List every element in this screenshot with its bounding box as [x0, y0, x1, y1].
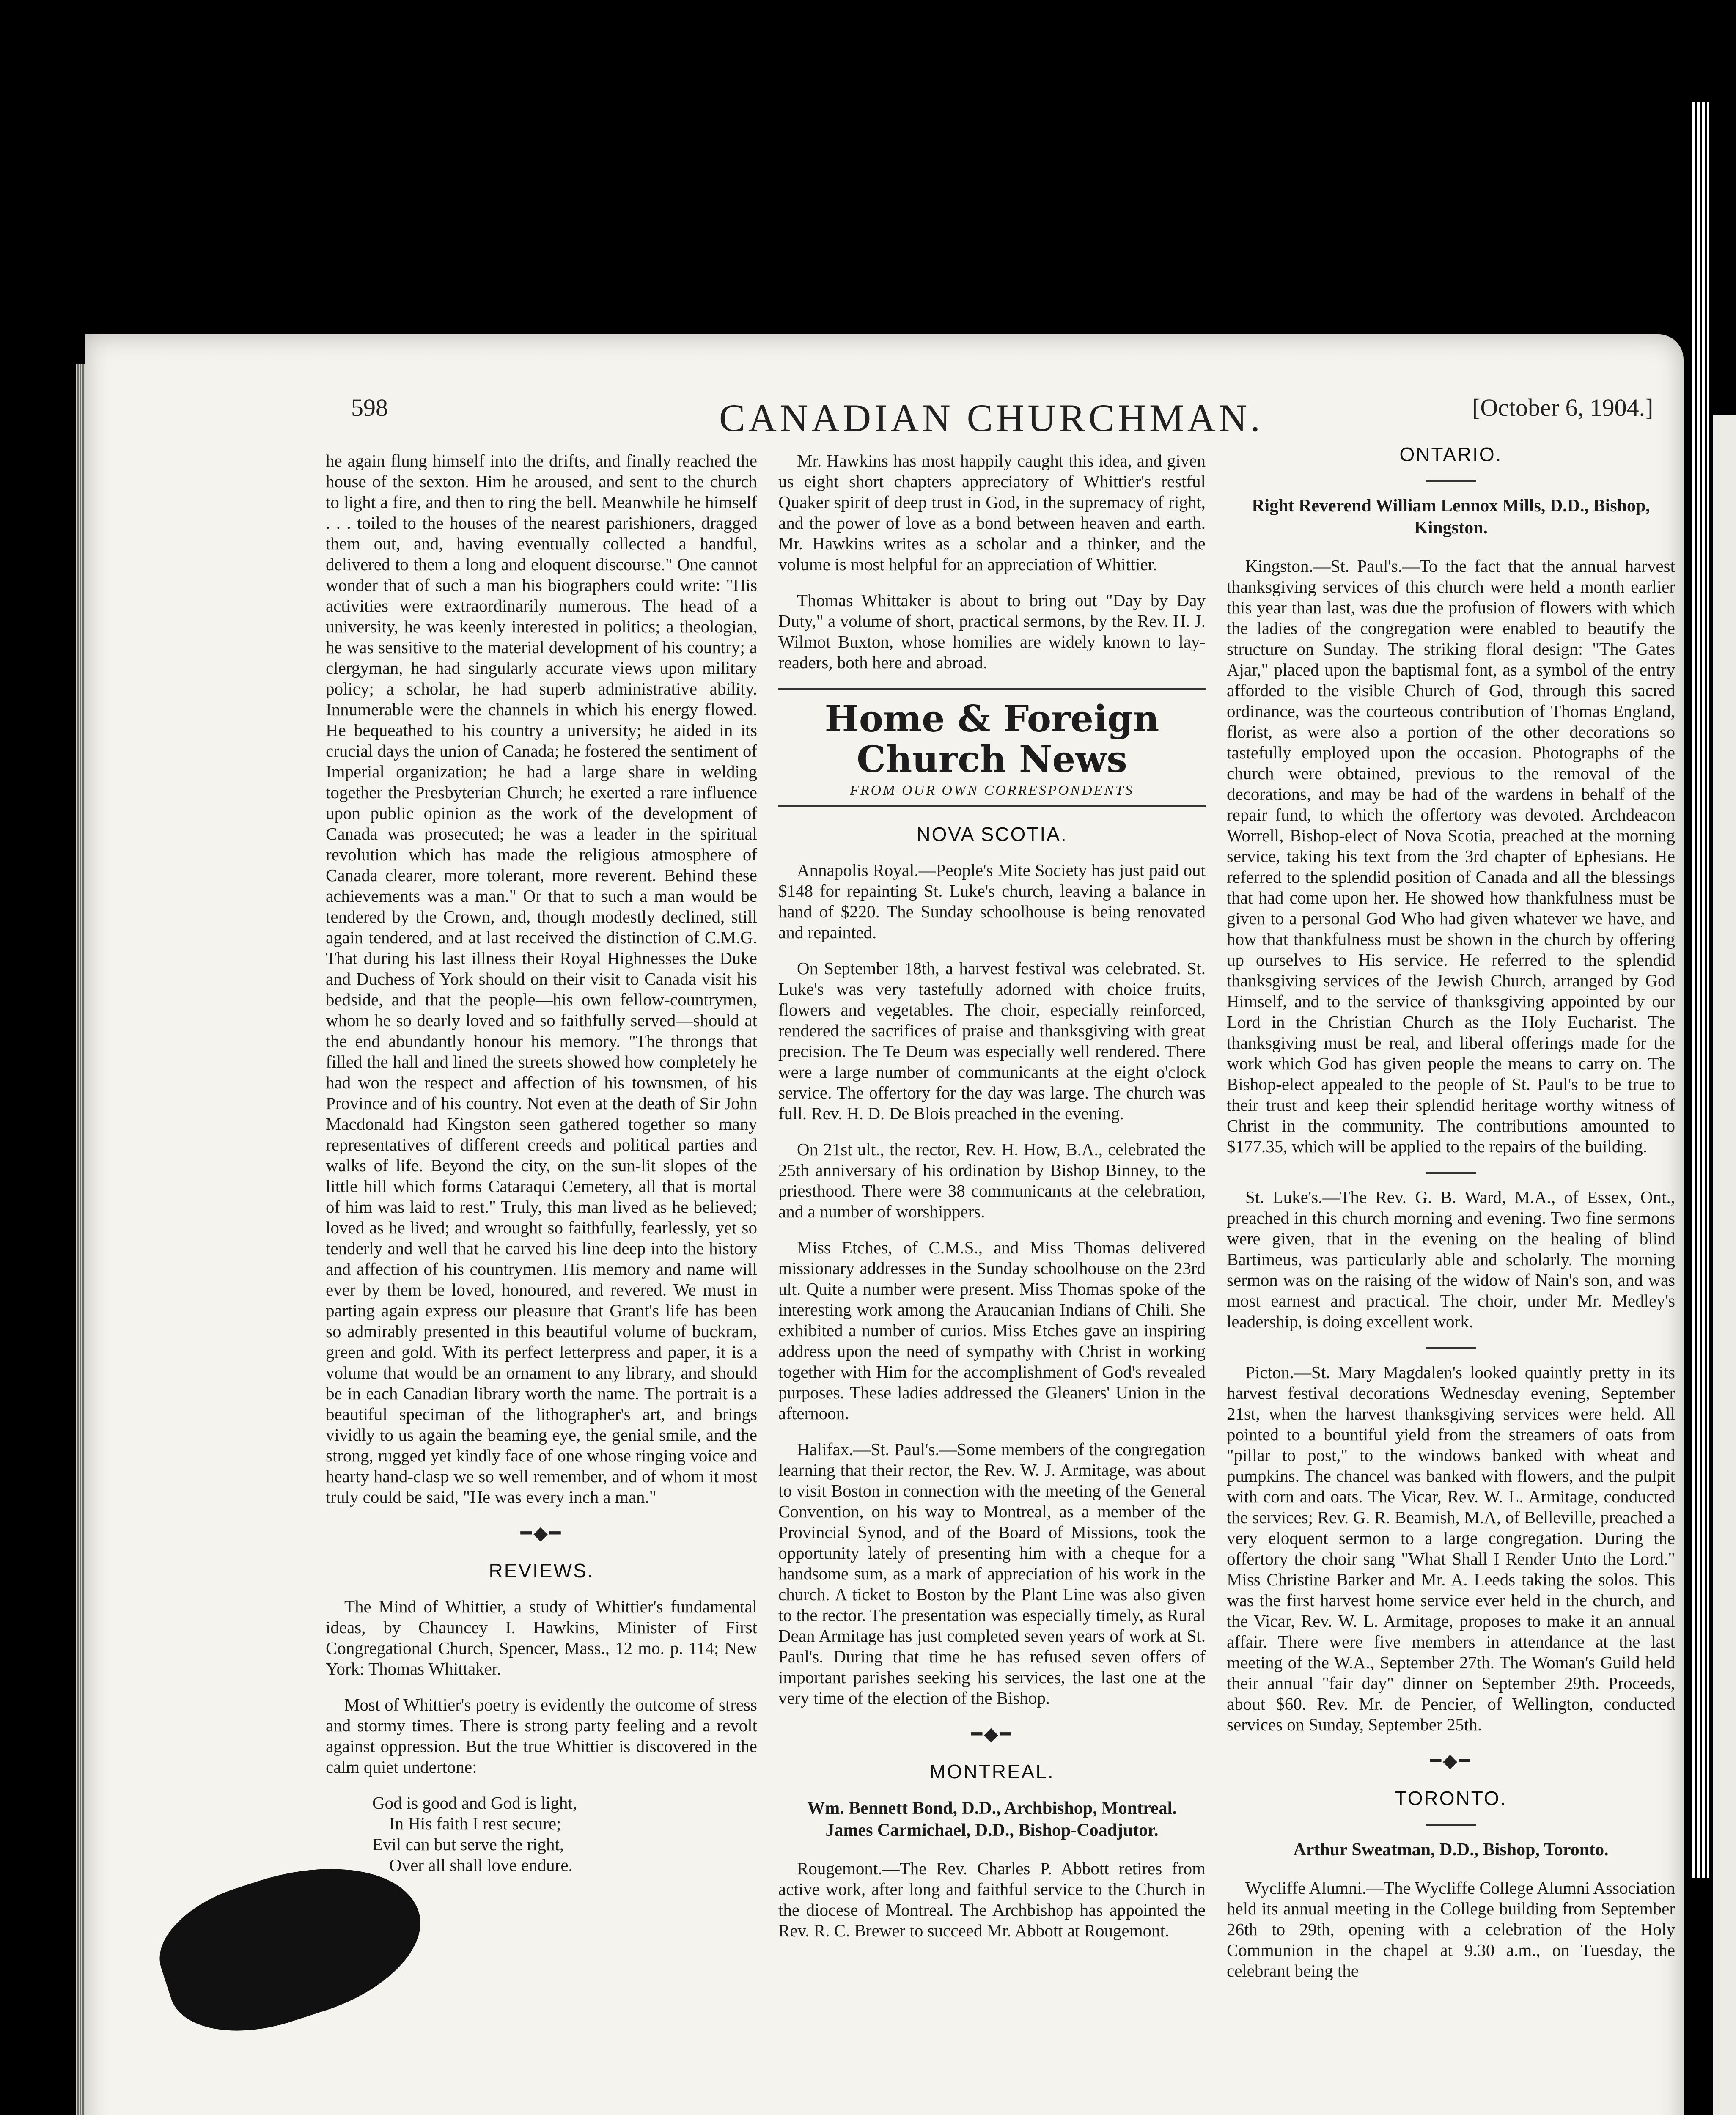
news-paragraph: On September 18th, a harvest festival was celebrated. St. Luke's was very tastefully adorned with choice fruits, flowers and vegetables. The choir, especially reinforced, rendered the sacrifices of praise and thanksgiving with great precision. The Te Deum was especially well rendered. There were a large number of communicants at the eight o'clock service. The offertory for the day was large. The church was full. Rev. H. D. De Blois preached in the evening.	[778, 959, 1206, 1123]
church-news-banner	[778, 688, 1206, 807]
poem-line: In His faith I rest secure;	[389, 1814, 561, 1833]
montreal-bishops	[778, 1797, 1206, 1841]
poem-line: God is good and God is light,	[372, 1793, 577, 1813]
column-3	[1227, 444, 1675, 1997]
poem-line: Evil can but serve the right,	[372, 1835, 564, 1854]
grant-review-continued: he again flung himself into the drifts, and finally reached the house of the sexton. Him he aroused, and sent to the church to light a fire, and then to ring the bell. Meanwhile he himself . . . toiled to the houses of the nearest parishioners, dragged them out, and, having eventually collected a handful, delivered to them a long and eloquent discourse." One cannot wonder that of such a man his biographers could write: "His activities were extraordinarily numerous. The head of a university, he was keenly interested in politics; a theologian, he was sensitive to the material development of his country; a clergyman, he had singularly accurate views upon military policy; a scholar, he had superb administrative ability. Innumerable were the channels in which his energy flowed. He bequeathed to his country a university; he aided in its crucial days the union of Canada; he fostered the sentiment of Imperial organization; he had a large share in welding together the Presbyterian Church; he exerted a rare influence upon public opinion as the work of the development of Canada was prosecuted; he was a leader in the spiritual revolution which has made the religious atmosphere of Canada clearer, more tolerant, more reverent. Behind these achievements was a man." Or that to such a man would be tendered by the Crown, and, though modestly declined, still again tendered, and at last received the distinction of C.M.G. That during his last illness their Royal Highnesses the Duke and Duchess of York should on their visit to Canada visit his bedside, and that the people—his own fellow-countrymen, whom he so dearly loved and so faithfully served—should at the end abundantly honour his memory. "The throngs that filled the hall and lined the streets showed how completely he had won the respect and affection of his townsmen, of his Province and of his country. Not even at the death of Sir John Macdonald had Kingston seen gathered together so many representatives of different creeds and political parties and walks of life. Beyond the city, on the sun-lit slopes of the little hill which forms Cataraqui Cemetery, all that is mortal of him was laid to rest." Truly, this man lived as he believed; loved as he lived; and wrought so faithfully, fearlessly, yet so tenderly and well that he carved his line deep into the history and affection of his countrymen. His memory and name will ever by them be loved, honoured, and revered. We must in parting again express our pleasure that Grant's life has been so admirably presented in this beautiful volume of buckram, green and gold. With its perfect letterpress and paper, it is a volume that would be an ornament to any library, and should be in each Canadian library worth the name. The portrait is a beautiful speciman of the lithographer's art, and brings vividly to us again the beaming eye, the genial smile, and the strong, rugged yet kindly face of one whose ringing voice and hearty hand-clasp we so well remember, and of whom it most truly could be said, "He was every inch a man."	[326, 451, 757, 1507]
masthead: CANADIAN CHURCHMAN.	[719, 396, 1264, 439]
column-2	[778, 450, 1206, 1956]
section-rule	[1426, 1347, 1476, 1349]
news-paragraph: Annapolis Royal.—People's Mite Society has just paid out $148 for repainting St. Luke's church, leaving a balance in hand of $220. The Sunday schoolhouse is being renovated and repainted.	[778, 860, 1206, 942]
issue-date: [October 6, 1904.]	[1472, 394, 1654, 421]
nova-scotia-heading: NOVA SCOTIA.	[916, 823, 1068, 845]
news-paragraph: Halifax.—St. Paul's.—Some members of the congregation learning that their rector, the Rev. W. J. Armitage, was about to visit Boston in connection with the meeting of the General Convention, on his way to Montreal, as a member of the Provincial Synod, and of the Board of Missions, took the opportunity lately of presenting him with a cheque for a handsome sum, as a mark of appreciation of his work in the church. A ticket to Boston by the Plant Line was also given to the rector. The presentation was especially timely, as Rural Dean Armitage has just completed seven years of work at St. Paul's. During that time he has refused seven offers of important parishes seeking his services, the last one at the very time of the election of the Bishop.	[778, 1439, 1206, 1708]
poem-line: Over all shall love endure.	[389, 1855, 573, 1875]
whittier-review-continued: Mr. Hawkins has most happily caught this idea, and given us eight short chapters appreciatory of Whittier's restful Quaker spirit of deep trust in God, in the supremacy of right, and the power of love as a bond between heaven and earth. Mr. Hawkins writes as a scholar and a thinker, and the volume is most helpful for an appreciation of Whittier.	[778, 451, 1206, 574]
section-rule	[1426, 1172, 1476, 1174]
poem-stanza	[326, 1793, 757, 1876]
news-paragraph: Wycliffe Alumni.—The Wycliffe College Alumni Association held its annual meeting in the College building from September 26th to 29th, opening with a celebration of the Holy Communion in the chapel at 9.30 a.m., on Tuesday, the celebrant being the	[1227, 1878, 1675, 1980]
adjacent-page-binding	[1692, 102, 1709, 1878]
church-news-subtitle: FROM OUR OWN CORRESPONDENTS	[850, 783, 1134, 798]
ornament-divider: ━◆━	[971, 1724, 1013, 1744]
news-paragraph: Rougemont.—The Rev. Charles P. Abbott retires from active work, after long and faithful service to the Church in the diocese of Montreal. The Archbishop has appointed the Rev. R. C. Brewer to succeed Mr. Abbott at Rougemont.	[778, 1859, 1206, 1940]
ontario-heading: ONTARIO.	[1399, 443, 1503, 465]
news-paragraph: On 21st ult., the rector, Rev. H. How, B.A., celebrated the 25th anniversary of his ordination by Bishop Binney, to the priesthood. There were 38 communicants at the celebration, and a number of worshippers.	[778, 1140, 1206, 1221]
page-number: 598	[351, 394, 388, 421]
montreal-heading: MONTREAL.	[929, 1761, 1055, 1783]
reviews-heading: REVIEWS.	[489, 1560, 594, 1582]
church-news-title: Home & Foreign Church News	[824, 698, 1159, 781]
review-paragraph: Most of Whittier's poetry is evidently the outcome of stress and stormy times. There is strong party feeling and a revolt against oppression. But the true Whittier is discovered in the calm quiet undertone:	[326, 1695, 757, 1777]
ontario-bishop: Right Reverend William Lennox Mills, D.D., Bishop, Kingston.	[1252, 496, 1650, 538]
toronto-heading: TORONTO.	[1395, 1787, 1507, 1809]
toronto-bishop: Arthur Sweatman, D.D., Bishop, Toronto.	[1293, 1840, 1609, 1860]
ornament-divider: ━◆━	[520, 1523, 563, 1544]
montreal-archbishop: Wm. Bennett Bond, D.D., Archbishop, Montreal.	[807, 1799, 1177, 1818]
column-1	[326, 450, 757, 1891]
review-reference: The Mind of Whittier, a study of Whittier's fundamental ideas, by Chauncey I. Hawkins, Minister of First Congregational Church, Spencer, Mass., 12 mo. p. 114; New York: Thomas Whittaker.	[326, 1597, 757, 1678]
montreal-coadjutor: James Carmichael, D.D., Bishop-Coadjutor.	[825, 1821, 1159, 1840]
heading-rule	[1426, 480, 1476, 482]
whittaker-notice: Thomas Whittaker is about to bring out "Day by Day Duty," a volume of short, practical sermons, by the Rev. H. J. Wilmot Buxton, whose homilies are widely known to lay-readers, both here and abroad.	[778, 591, 1206, 672]
news-paragraph: Kingston.—St. Paul's.—To the fact that the annual harvest thanksgiving services of this church were held a month earlier this year than last, was due the profusion of flowers with which the ladies of the congregation were enabled to beautify the structure on Sunday. The striking floral design: "The Gates Ajar," placed upon the baptismal font, as a symbol of the entry afforded to the visible Church of God, through this sacred ordinance, was the courteous contribution of Thomas England, florist, as were also a portion of the other decorations so tastefully employed upon the occasion. Photographs of the church were obtained, previous to the removal of the decorations, and may be had of the wardens in behalf of the repair fund, to which the offertory was devoted. Archdeacon Worrell, Bishop-elect of Nova Scotia, preached at the morning service, taking his text from the 3rd chapter of Ephesians. He referred to the splendid position of Canada and all the blessings that had come upon her. He showed how thankfulness must be given to a personal God Who had given whatever we have, and how that thankfulness must be shown in the church by offering up ourselves to His service. He referred to the splendid thanksgiving services of the Jewish Church, arranged by God Himself, and to the service of thanksgiving appointed by our Lord in the Christian Church as the Holy Eucharist. The thanksgiving must be real, and liberal offerings made for the work which God has given people the means to carry on. The Bishop-elect appealed to the people of St. Paul's to be true to their trust and keep their splendid heritage worthy witness of Christ in the community. The contributions amounted to $177.35, which will be applied to the repairs of the building.	[1227, 556, 1675, 1156]
adjacent-page-edge	[1713, 415, 1736, 2115]
heading-rule	[1426, 1824, 1476, 1826]
news-paragraph: St. Luke's.—The Rev. G. B. Ward, M.A., of Essex, Ont., preached in this church morning and evening. Two fine sermons were given, that in the evening on the healing of blind Bartimeus, was particularly able and scholarly. The morning sermon was on the raising of the widow of Nain's son, and was most earnest and practical. The choir, under Mr. Medley's leadership, is doing excellent work.	[1227, 1187, 1675, 1331]
ornament-divider: ━◆━	[1430, 1750, 1472, 1771]
news-paragraph: Picton.—St. Mary Magdalen's looked quaintly pretty in its harvest festival decorations Wednesday evening, September 21st, when the harvest thanksgiving services were held. All pointed to a bountiful yield from the streamers of oats from "pillar to post," to the windows banked with wheat and pumpkins. The chancel was banked with flowers, and the pulpit with corn and oats. The Vicar, Rev. W. L. Armitage, conducted the services; Rev. G. R. Beamish, M.A, of Belleville, preached a very eloquent sermon to a large congregation. During the offertory the choir sang "What Shall I Render Unto the Lord." Miss Christine Barker and Mr. A. Leeds taking the solos. This was the first harvest home service ever held in the church, and the Vicar, Rev. W. L. Armitage, proposes to make it an annual affair. There were five members in attendance at the last meeting of the W.A., September 27th. The Woman's Guild held their annual "fair day" dinner on September 29th. Proceeds, about $60. Rev. Mr. de Pencier, of Wellington, conducted services on Sunday, September 25th.	[1227, 1362, 1675, 1734]
news-paragraph: Miss Etches, of C.M.S., and Miss Thomas delivered missionary addresses in the Sunday schoolhouse on the 23rd ult. Quite a number were present. Miss Thomas spoke of the interesting work among the Araucanian Indians of Chili. She exhibited a number of curios. Miss Etches gave an inspiring address upon the need of sympathy with Christ in working together with Him for the accomplishment of God's revealed purposes. These ladies addressed the Gleaners' Union in the afternoon.	[778, 1238, 1206, 1423]
